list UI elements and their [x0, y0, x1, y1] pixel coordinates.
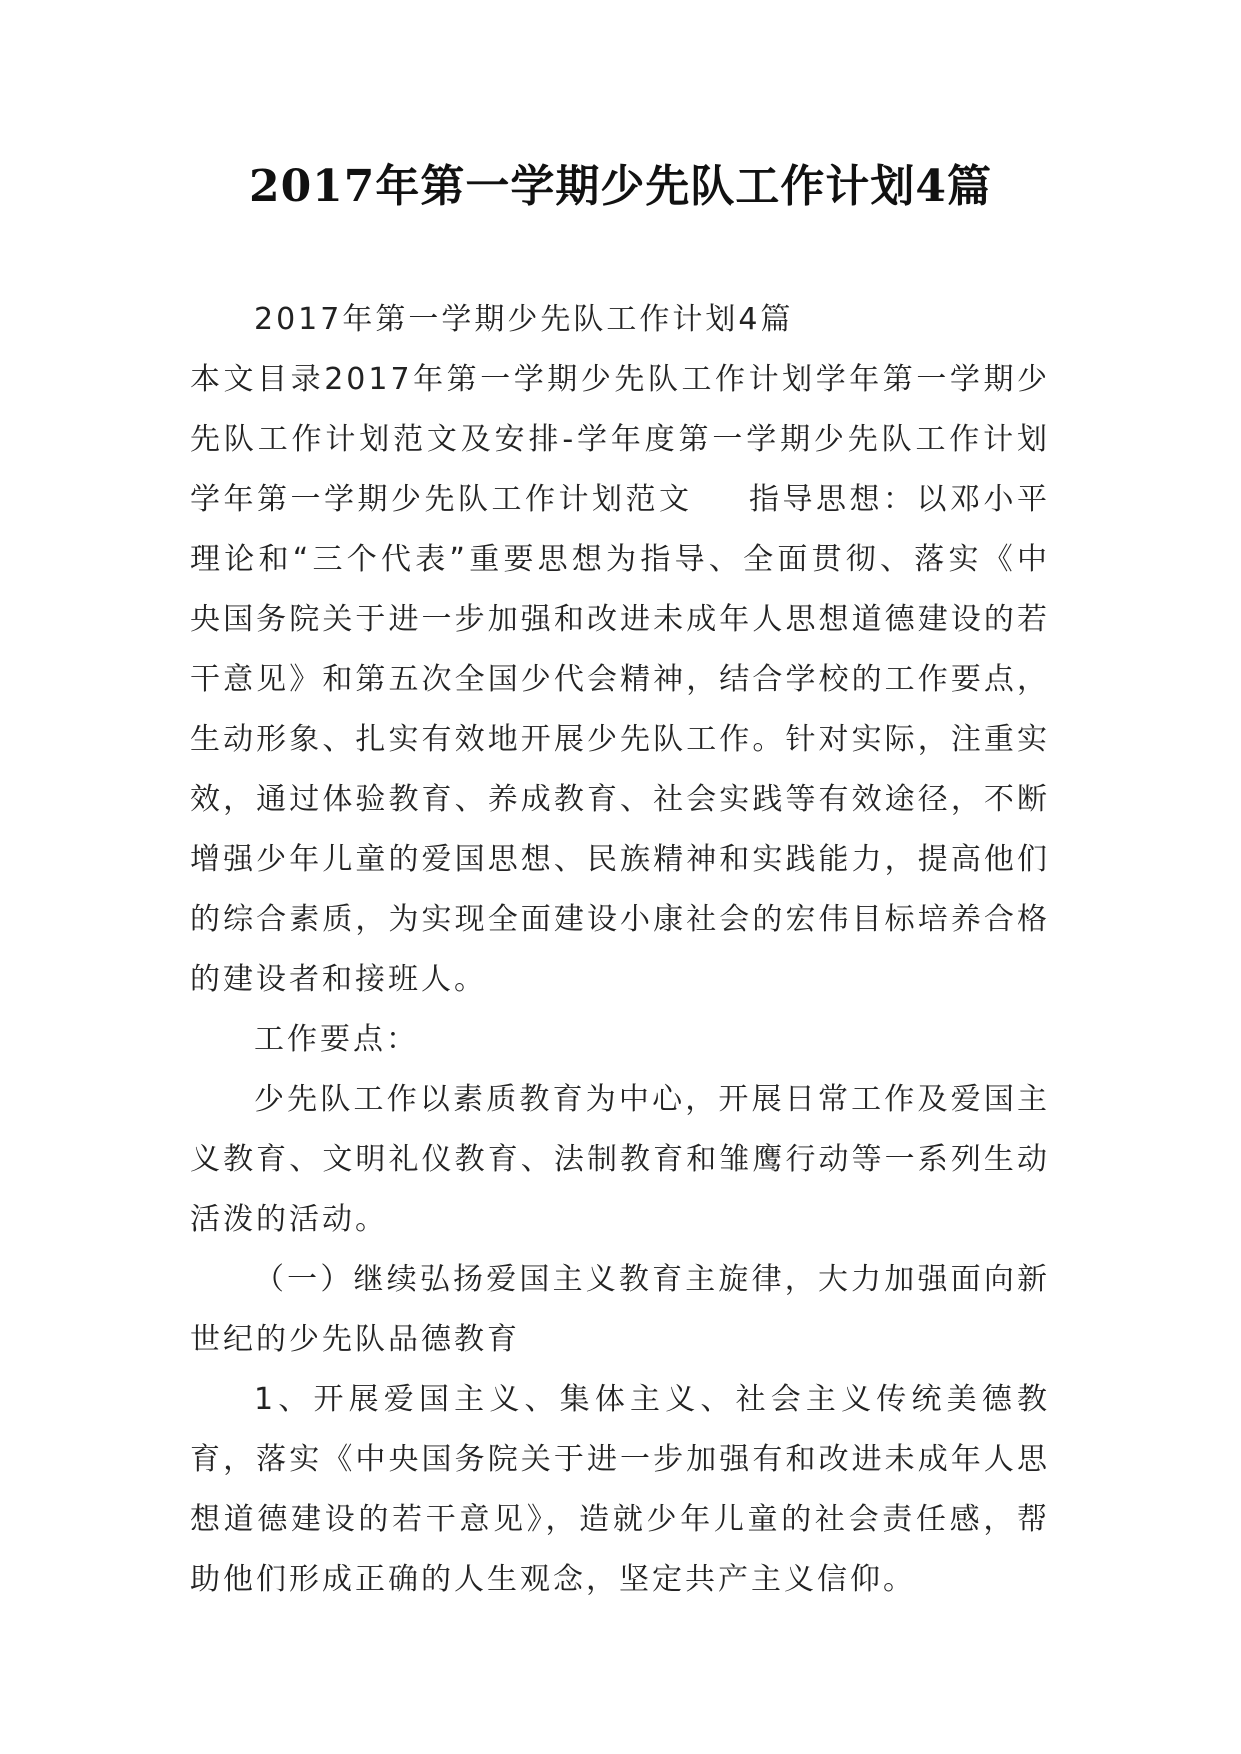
paragraph-subtitle: 2017年第一学期少先队工作计划4篇 — [254, 302, 794, 337]
paragraph-section-one-heading: （一）继续弘扬爱国主义教育主旋律，大力加强面向新世纪的少先队品德教育 — [190, 1262, 1050, 1357]
paragraph-item-one: 1、开展爱国主义、集体主义、社会主义传统美德教育，落实《中央国务院关于进一步加强有和改进未成年人思想道德建设的若干意见》，造就少年儿童的社会责任感，帮助他们形成正确的人生观念，坚定共产主义信仰。 — [190, 1382, 1050, 1597]
guidance-text: 指导思想：以邓小平理论和“三个代表”重要思想为指导、全面贯彻、落实《中央国务院关于进一步加强和改进未成年人思想道德建设的若干意见》和第五次全国少代会精神，结合学校的工作要点，生动形象、扎实有效地开展少先队工作。针对实际，注重实效，通过体验教育、养成教育、社会实践等有效途径，不断增强少年儿童的爱国思想、民族精神和实践能力，提高他们的综合素质，为实现全面建设小康社会的宏伟目标培养合格的建设者和接班人。 — [190, 482, 1050, 997]
paragraph-work-points: 少先队工作以素质教育为中心，开展日常工作及爱国主义教育、文明礼仪教育、法制教育和雏鹰行动等一系列生动活泼的活动。 — [190, 1082, 1050, 1237]
contents-text: 本文目录2017年第一学期少先队工作计划学年第一学期少先队工作计划范文及安排-学年度第一学期少先队工作计划学年第一学期少先队工作计划范文 — [190, 362, 1050, 517]
paragraph-work-points-heading: 工作要点： — [254, 1022, 419, 1057]
document-body — [190, 290, 1050, 1610]
document-title: 2017年第一学期少先队工作计划4篇 — [248, 161, 993, 212]
paragraph-contents-guidance — [190, 350, 1050, 1010]
